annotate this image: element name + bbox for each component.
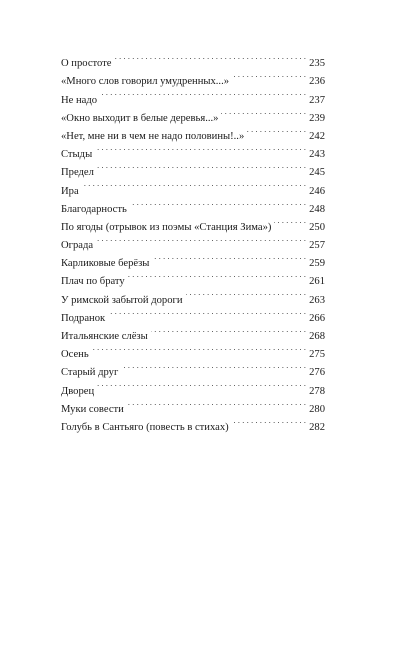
toc-entry-title: По ягоды (отрывок из поэмы «Станция Зима») [61,221,272,233]
toc-entry-title: Стыды [61,149,93,161]
toc-entry-title: Предел [61,167,94,179]
toc-entry-title: «Нет, мне ни в чем не надо половины!..» [61,130,245,142]
toc-entry [61,48,325,70]
dot-leader [128,266,306,284]
toc-entry-title: У римской забытой дороги [61,294,183,306]
toc-entry-page: 278 [309,385,325,397]
toc-entry-page: 236 [309,76,325,88]
toc-entry-title: Голубь в Сантьяго (повесть в стихах) [61,421,229,433]
toc-entry-title: Итальянские слёзы [61,331,148,342]
toc-entry-title: О простоте [61,58,112,70]
toc-entry-page: 268 [309,331,325,342]
dot-leader [274,212,306,230]
dot-leader [151,321,306,339]
table-of-contents [61,48,325,433]
toc-entry [61,357,325,379]
toc-entry-page: 266 [309,312,325,324]
toc-entry-page: 261 [309,276,325,288]
dot-leader [247,121,306,139]
toc-entry-title: Старый друг [61,367,119,379]
toc-entry [61,175,325,197]
toc-entry-page: 250 [309,221,325,233]
toc-entry-page: 263 [309,294,325,306]
toc-entry-page: 275 [309,349,325,361]
dot-leader [232,412,306,430]
toc-entry [61,230,325,252]
toc-entry-page: 239 [309,112,325,124]
toc-entry [61,194,325,215]
dot-leader [115,48,307,66]
toc-entry-page: 276 [309,367,325,379]
toc-entry-title: Подранок [61,312,106,324]
toc-entry [61,139,325,161]
dot-leader [127,394,306,412]
toc-entry-title: «Окно выходит в белые деревья...» [61,112,219,124]
toc-entry-page: 257 [309,240,325,252]
dot-leader [108,303,306,321]
toc-entry-title: Ограда [61,240,94,252]
toc-entry-title: Муки совести [61,403,124,415]
toc-entry-title: Ира [61,185,79,197]
dot-leader [97,375,306,393]
dot-leader [92,339,306,357]
dot-leader [232,66,306,84]
toc-entry-title: Плач по брату [61,276,125,288]
toc-entry [61,394,325,415]
dot-leader [186,284,307,302]
toc-entry [61,375,325,397]
toc-entry [61,103,325,124]
toc-entry-title: Карликовые берёзы [61,258,150,270]
toc-entry-page: 280 [309,403,325,415]
toc-entry [61,248,325,270]
dot-leader [152,248,306,266]
toc-entry-title: «Много слов говорил умудренных...» [61,76,230,88]
toc-entry-title: Дворец [61,385,95,397]
toc-entry [61,84,325,106]
dot-leader [82,175,306,193]
toc-entry-page: 246 [309,185,325,197]
toc-entry-page: 248 [309,203,325,215]
toc-entry-page: 242 [309,130,325,142]
dot-leader [121,357,306,375]
dot-leader [100,84,306,102]
dot-leader [221,103,306,121]
toc-entry-page: 282 [309,421,325,433]
dot-leader [96,230,306,248]
toc-entry-page: 259 [309,258,325,270]
dot-leader [130,194,306,212]
dot-leader [95,139,306,157]
toc-entry-page: 237 [309,94,325,106]
toc-entry-page: 243 [309,149,325,161]
dot-leader [97,157,306,175]
toc-entry-title: Осень [61,349,89,361]
toc-entry-page: 245 [309,167,325,179]
toc-entry-title: Не надо [61,94,98,106]
toc-entry-page: 235 [309,58,325,70]
toc-entry-title: Благодарность [61,203,127,215]
toc-entry [61,339,325,361]
toc-entry [61,157,325,179]
